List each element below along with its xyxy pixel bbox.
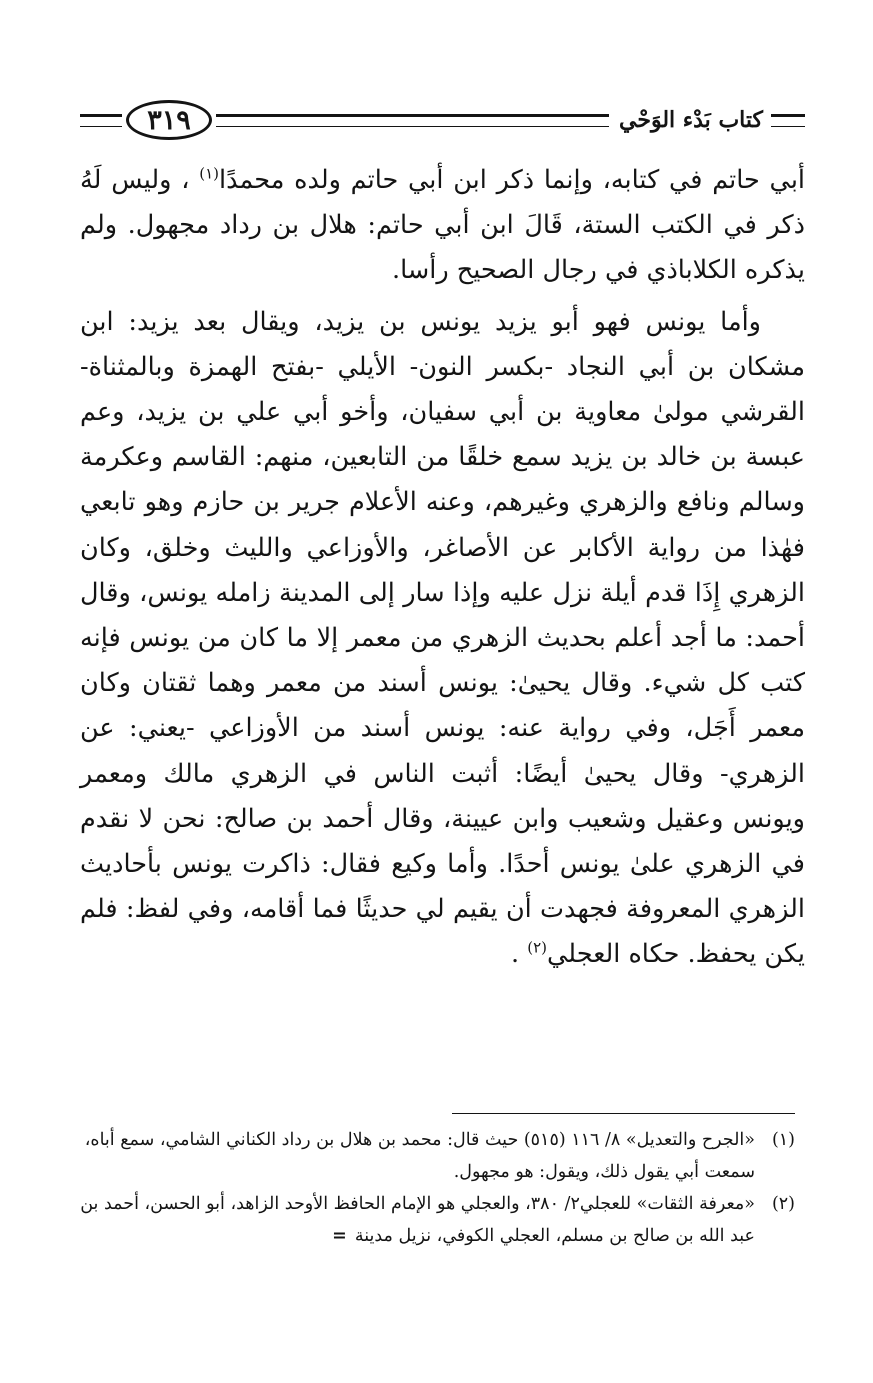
footnote-separator [452,1113,795,1114]
footnote-text: «معرفة الثقات» للعجلي٢/ ٣٨٠، والعجلي هو الإمام الحافظ الأوحد الزاهد، أبو الحسن، أحمد بن عبد الله بن صالح بن مسلم، العجلي الكوفي، نزيل مدينة [80,1194,755,1246]
paragraph-2 [80,300,805,978]
paragraph-1 [80,158,805,294]
footnote-marker-1[interactable]: (١) [199,164,220,183]
header-rule-middle [216,114,609,127]
paragraph-text: أبي حاتم في كتابه، وإنما ذكر ابن أبي حاتم ولده محمدًا [219,165,805,195]
footnote-text-wrapper [50,1188,755,1252]
footnote-number: (٢) [771,1194,795,1214]
header-rule-left [80,114,122,127]
footnotes [50,1124,795,1252]
page-number: ٣١٩ [126,100,212,140]
running-header [80,92,805,148]
paragraph-text: وأما يونس فهو أبو يزيد يونس بن يزيد، ويقال بعد يزيد: ابن مشكان بن أبي النجاد -بكسر النون- الأيلي -بفتح الهمزة وبالمثناة- القرشي مولىٰ معاوية بن أبي سفيان، وأخو أبي علي بن يزيد، وعم عبسة بن خالد بن يزيد سمع خلقًا من التابعين، منهم: القاسم وعكرمة وسالم ونافع والزهري وغيرهم، وعنه الأعلام جرير بن حازم وهو تابعي فهٰذا من رواية الأكابر عن الأصاغر، والأوزاعي والليث وخلق، وكان الزهري إِذَا قدم أيلة نزل عليه وإذا سار إلى المدينة زامله يونس، وقال أحمد: ما أجد أعلم بحديث الزهري من معمر إلا ما كان من يونس فإنه كتب كل شيء. وقال يحيىٰ: يونس أسند من معمر وهما ثقتان وكان معمر أَجَل، وفي رواية عنه: يونس أسند من الأوزاعي -يعني: عن الزهري- وقال يحيىٰ أيضًا: أثبت الناس في الزهري مالك ومعمر ويونس وعقيل وشعيب وابن عيينة، وقال أحمد بن صالح: نحن لا نقدم في الزهري علىٰ يونس أحدًا. وأما وكيع فقال: ذاكرت يونس بأحاديث الزهري المعروفة فجهدت أن يقيم لي حديثًا فما أقامه، وفي لفظ: فلم يكن يحفظ. حكاه العجلي [80,306,805,970]
footnote-2 [50,1188,795,1252]
main-text [80,158,805,978]
footnote-1 [50,1124,795,1188]
footnote-marker-2[interactable]: (٢) [527,938,548,957]
paragraph-text: . [511,939,528,970]
footnote-text: «الجرح والتعديل» ٨/ ١١٦ (٥١٥) حيث قال: محمد بن هلال بن رداد الكناني الشامي، سمع أباه، سمعت أبي يقول ذلك، ويقول: هو مجهول. [84,1130,755,1182]
header-rule-right [771,114,805,127]
continuation-mark: = [332,1226,347,1246]
paragraph-text: ، وليس لَهُ ذكر في الكتب الستة، قَالَ ابن أبي حاتم: هلال بن رداد مجهول. ولم يذكره الكلاباذي في رجال الصحيح رأسا. [80,165,805,286]
book-title: كتاب بَدْء الوَحْي [619,107,763,133]
footnote-number: (١) [771,1130,795,1150]
